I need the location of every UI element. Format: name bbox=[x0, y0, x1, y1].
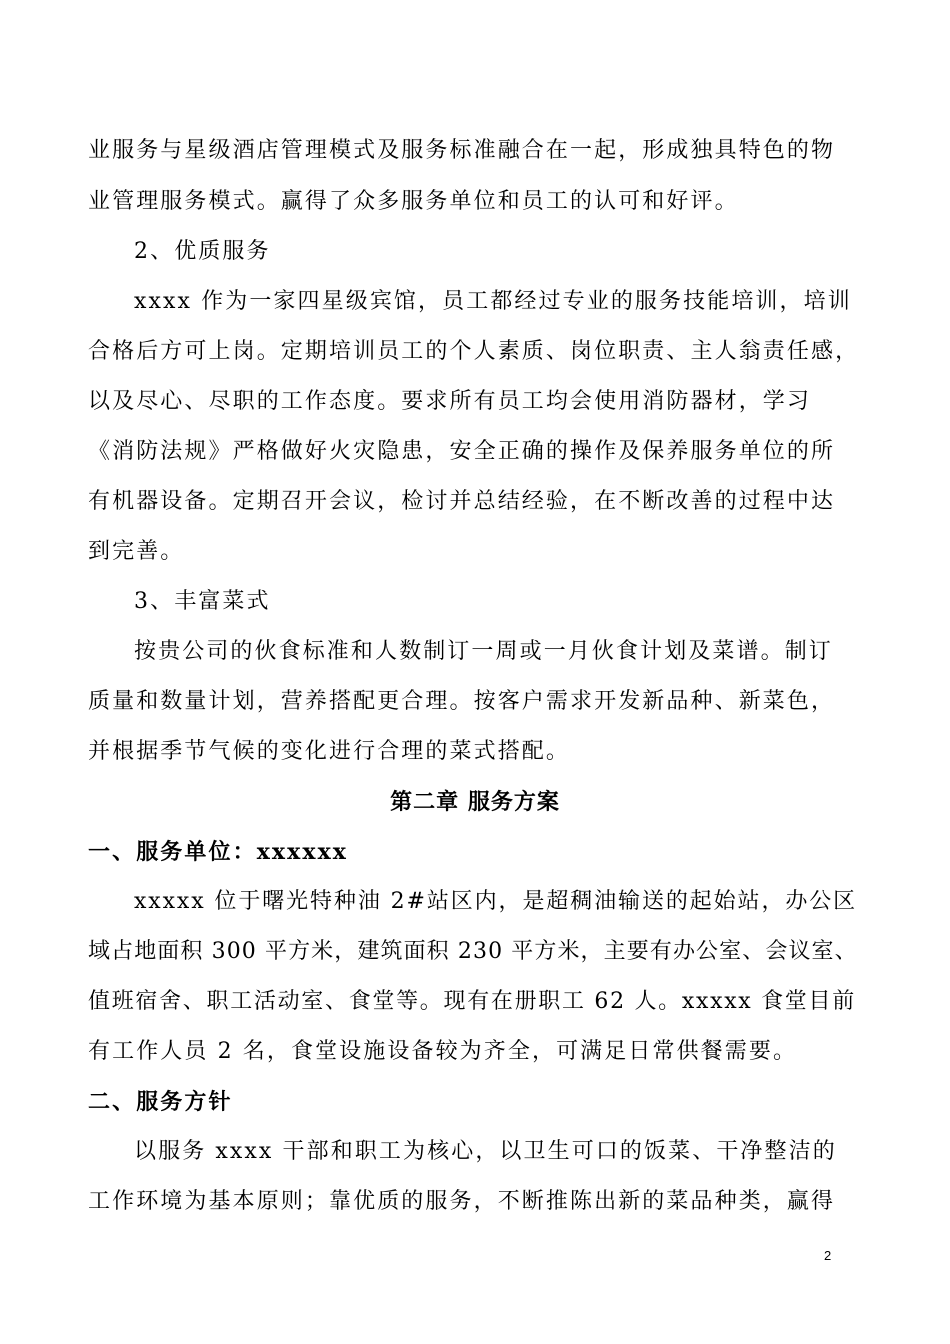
body-line: 合格后方可上岗。定期培训员工的个人素质、岗位职责、主人翁责任感， bbox=[88, 339, 860, 364]
section-heading: 二、服务方针 bbox=[88, 1089, 233, 1115]
body-line: 有工作人员 2 名，食堂设施设备较为齐全，可满足日常供餐需要。 bbox=[88, 1039, 798, 1064]
body-line: 值班宿舍、职工活动室、食堂等。现有在册职工 62 人。xxxxx 食堂目前 bbox=[88, 989, 856, 1014]
body-line: 工作环境为基本原则；靠优质的服务，不断推陈出新的菜品种类，赢得 bbox=[88, 1189, 836, 1214]
body-line: 到完善。 bbox=[88, 539, 185, 564]
body-line: 以服务 xxxx 干部和职工为核心，以卫生可口的饭菜、干净整洁的 bbox=[134, 1139, 837, 1164]
body-line: xxxxx 位于曙光特种油 2#站区内，是超稠油输送的起始站，办公区 bbox=[134, 889, 858, 914]
section-heading: 3、丰富菜式 bbox=[134, 589, 271, 614]
body-line: 域占地面积 300 平方米，建筑面积 230 平方米，主要有办公室、会议室、 bbox=[88, 939, 858, 964]
body-line: 并根据季节气候的变化进行合理的菜式搭配。 bbox=[88, 739, 571, 764]
section-heading: 2、优质服务 bbox=[134, 239, 271, 264]
body-line: 业服务与星级酒店管理模式及服务标准融合在一起，形成独具特色的物 bbox=[88, 138, 836, 163]
body-line: 有机器设备。定期召开会议，检讨并总结经验，在不断改善的过程中达 bbox=[88, 489, 836, 514]
body-line: 质量和数量计划，营养搭配更合理。按客户需求开发新品种、新菜色， bbox=[88, 689, 836, 714]
body-line: 业管理服务模式。赢得了众多服务单位和员工的认可和好评。 bbox=[88, 189, 739, 214]
page-number: 2 bbox=[824, 1248, 832, 1263]
body-line: xxxx 作为一家四星级宾馆，员工都经过专业的服务技能培训，培训 bbox=[134, 289, 852, 314]
body-line: 《消防法规》严格做好火灾隐患，安全正确的操作及保养服务单位的所 bbox=[88, 439, 836, 464]
body-line: 按贵公司的伙食标准和人数制订一周或一月伙食计划及菜谱。制订 bbox=[134, 639, 833, 664]
section-heading: 一、服务单位：xxxxxx bbox=[88, 839, 348, 865]
chapter-title: 第二章 服务方案 bbox=[390, 789, 560, 815]
body-line: 以及尽心、尽职的工作态度。要求所有员工均会使用消防器材，学习 bbox=[88, 389, 812, 414]
